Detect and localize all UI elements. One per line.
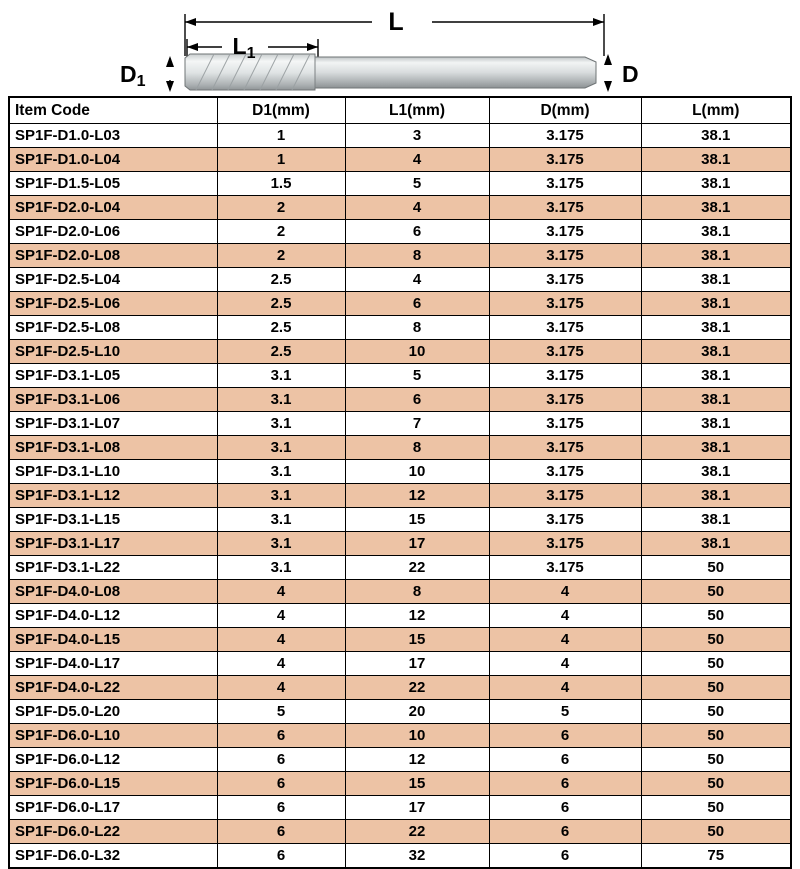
table-row [9, 292, 791, 316]
cell-value: 38.1 [641, 388, 791, 412]
tool-diagram [0, 0, 800, 96]
cell-value: 12 [345, 748, 489, 772]
table-row [9, 580, 791, 604]
cell-value: 4 [217, 604, 345, 628]
table-row [9, 796, 791, 820]
cell-value: 50 [641, 652, 791, 676]
table-row [9, 700, 791, 724]
dimension-shank-diameter [604, 54, 612, 92]
table-row [9, 388, 791, 412]
table-row [9, 196, 791, 220]
cell-value: 5 [489, 700, 641, 724]
cell-value: 17 [345, 652, 489, 676]
cell-item-code: SP1F-D3.1-L17 [9, 532, 217, 556]
cell-value: 10 [345, 460, 489, 484]
cell-item-code: SP1F-D6.0-L12 [9, 748, 217, 772]
cell-item-code: SP1F-D1.0-L03 [9, 124, 217, 148]
label-cutting-diameter: D1 [120, 61, 146, 90]
label-overall-length: L [388, 8, 404, 36]
cell-value: 38.1 [641, 316, 791, 340]
cell-value: 50 [641, 748, 791, 772]
table-row [9, 484, 791, 508]
table-row [9, 676, 791, 700]
cell-value: 6 [217, 748, 345, 772]
cell-value: 38.1 [641, 460, 791, 484]
dimension-cutting-diameter [166, 56, 174, 92]
table-row [9, 628, 791, 652]
cell-item-code: SP1F-D2.5-L04 [9, 268, 217, 292]
cell-value: 1 [217, 124, 345, 148]
table-row [9, 364, 791, 388]
table-row [9, 820, 791, 844]
cell-value: 38.1 [641, 172, 791, 196]
column-header-l: L(mm) [641, 97, 791, 124]
cell-value: 6 [345, 220, 489, 244]
column-header-d1: D1(mm) [217, 97, 345, 124]
cell-value: 50 [641, 700, 791, 724]
cell-value: 4 [217, 628, 345, 652]
cell-value: 2.5 [217, 340, 345, 364]
table-body [9, 124, 791, 869]
table-row [9, 148, 791, 172]
cell-value: 17 [345, 532, 489, 556]
cell-value: 4 [217, 580, 345, 604]
cell-value: 6 [489, 844, 641, 869]
cell-value: 38.1 [641, 508, 791, 532]
cell-item-code: SP1F-D3.1-L08 [9, 436, 217, 460]
cell-item-code: SP1F-D4.0-L17 [9, 652, 217, 676]
cell-value: 8 [345, 580, 489, 604]
cell-value: 4 [489, 676, 641, 700]
cell-item-code: SP1F-D6.0-L32 [9, 844, 217, 869]
table-row [9, 316, 791, 340]
cell-value: 6 [217, 724, 345, 748]
cell-value: 38.1 [641, 244, 791, 268]
cell-item-code: SP1F-D3.1-L22 [9, 556, 217, 580]
cell-value: 12 [345, 604, 489, 628]
cell-value: 2.5 [217, 268, 345, 292]
cell-value: 6 [345, 388, 489, 412]
column-header-item-code: Item Code [9, 97, 217, 124]
cell-item-code: SP1F-D1.5-L05 [9, 172, 217, 196]
cell-value: 22 [345, 556, 489, 580]
table-row [9, 532, 791, 556]
cell-value: 38.1 [641, 292, 791, 316]
cell-value: 32 [345, 844, 489, 869]
cell-item-code: SP1F-D4.0-L12 [9, 604, 217, 628]
cell-value: 4 [345, 268, 489, 292]
cell-value: 3.1 [217, 364, 345, 388]
cell-item-code: SP1F-D2.0-L04 [9, 196, 217, 220]
cell-item-code: SP1F-D5.0-L20 [9, 700, 217, 724]
table-header-row [9, 97, 791, 124]
cell-value: 38.1 [641, 268, 791, 292]
cell-value: 3.175 [489, 196, 641, 220]
cell-value: 8 [345, 436, 489, 460]
cell-value: 38.1 [641, 436, 791, 460]
cell-value: 3.175 [489, 532, 641, 556]
cell-value: 3.175 [489, 124, 641, 148]
cell-value: 3.1 [217, 460, 345, 484]
cell-value: 6 [345, 292, 489, 316]
cell-value: 10 [345, 340, 489, 364]
cell-value: 4 [217, 676, 345, 700]
cell-value: 3.1 [217, 532, 345, 556]
cell-value: 2.5 [217, 292, 345, 316]
cell-value: 3.175 [489, 268, 641, 292]
cell-value: 6 [489, 724, 641, 748]
cell-value: 4 [217, 652, 345, 676]
table-row [9, 460, 791, 484]
table-row [9, 244, 791, 268]
table-row [9, 124, 791, 148]
cell-value: 3.175 [489, 148, 641, 172]
specification-table-container [8, 96, 792, 869]
cell-item-code: SP1F-D2.0-L08 [9, 244, 217, 268]
column-header-l1: L1(mm) [345, 97, 489, 124]
table-row [9, 748, 791, 772]
cell-item-code: SP1F-D6.0-L17 [9, 796, 217, 820]
cell-value: 2 [217, 244, 345, 268]
cell-value: 22 [345, 676, 489, 700]
cell-value: 20 [345, 700, 489, 724]
cell-value: 3.1 [217, 556, 345, 580]
cell-item-code: SP1F-D4.0-L22 [9, 676, 217, 700]
cell-value: 4 [345, 196, 489, 220]
cell-value: 3.175 [489, 340, 641, 364]
cell-value: 3.175 [489, 244, 641, 268]
cell-value: 6 [217, 844, 345, 869]
cell-value: 50 [641, 724, 791, 748]
cell-value: 4 [345, 148, 489, 172]
cell-value: 6 [489, 820, 641, 844]
table-row [9, 724, 791, 748]
table-row [9, 268, 791, 292]
cell-value: 4 [489, 628, 641, 652]
cell-item-code: SP1F-D4.0-L15 [9, 628, 217, 652]
cell-item-code: SP1F-D6.0-L10 [9, 724, 217, 748]
cell-value: 3.1 [217, 436, 345, 460]
cell-value: 5 [345, 364, 489, 388]
cell-value: 3.175 [489, 556, 641, 580]
cell-value: 50 [641, 676, 791, 700]
label-flute-length: L1 [232, 33, 256, 62]
cell-item-code: SP1F-D6.0-L15 [9, 772, 217, 796]
cell-value: 3.175 [489, 388, 641, 412]
table-row [9, 844, 791, 869]
cell-value: 38.1 [641, 148, 791, 172]
cell-value: 3.175 [489, 460, 641, 484]
cell-value: 4 [489, 652, 641, 676]
cell-value: 15 [345, 772, 489, 796]
cell-value: 3.1 [217, 412, 345, 436]
cell-value: 17 [345, 796, 489, 820]
cell-value: 3.1 [217, 484, 345, 508]
label-shank-diameter: D [622, 61, 639, 87]
cell-value: 38.1 [641, 532, 791, 556]
column-header-d: D(mm) [489, 97, 641, 124]
cell-value: 1.5 [217, 172, 345, 196]
cell-item-code: SP1F-D1.0-L04 [9, 148, 217, 172]
cell-value: 50 [641, 820, 791, 844]
cell-item-code: SP1F-D3.1-L15 [9, 508, 217, 532]
cell-value: 4 [489, 580, 641, 604]
cell-item-code: SP1F-D3.1-L10 [9, 460, 217, 484]
cell-value: 5 [217, 700, 345, 724]
table-row [9, 604, 791, 628]
cell-value: 3.175 [489, 508, 641, 532]
cell-value: 2 [217, 220, 345, 244]
cell-value: 3.175 [489, 316, 641, 340]
cell-value: 38.1 [641, 196, 791, 220]
specification-table [8, 96, 792, 869]
cell-value: 38.1 [641, 412, 791, 436]
cell-value: 8 [345, 244, 489, 268]
cell-value: 3.175 [489, 484, 641, 508]
cell-item-code: SP1F-D3.1-L05 [9, 364, 217, 388]
cell-value: 2 [217, 196, 345, 220]
table-row [9, 220, 791, 244]
table-row [9, 172, 791, 196]
table-row [9, 508, 791, 532]
cell-value: 75 [641, 844, 791, 869]
cell-value: 3.1 [217, 388, 345, 412]
cell-value: 3.175 [489, 172, 641, 196]
cell-item-code: SP1F-D6.0-L22 [9, 820, 217, 844]
cell-value: 7 [345, 412, 489, 436]
cell-value: 50 [641, 556, 791, 580]
cell-item-code: SP1F-D2.5-L10 [9, 340, 217, 364]
table-row [9, 412, 791, 436]
cell-value: 50 [641, 796, 791, 820]
cell-value: 5 [345, 172, 489, 196]
cell-item-code: SP1F-D2.0-L06 [9, 220, 217, 244]
cell-value: 3.175 [489, 220, 641, 244]
cell-value: 1 [217, 148, 345, 172]
cell-value: 50 [641, 604, 791, 628]
cell-value: 38.1 [641, 220, 791, 244]
table-row [9, 772, 791, 796]
cell-value: 38.1 [641, 364, 791, 388]
cell-value: 2.5 [217, 316, 345, 340]
table-row [9, 436, 791, 460]
cell-value: 6 [217, 772, 345, 796]
cell-value: 50 [641, 772, 791, 796]
cell-value: 6 [217, 796, 345, 820]
cell-value: 3.175 [489, 436, 641, 460]
table-row [9, 340, 791, 364]
cell-value: 6 [489, 748, 641, 772]
cell-value: 3.175 [489, 292, 641, 316]
cell-value: 38.1 [641, 484, 791, 508]
cell-value: 15 [345, 628, 489, 652]
cell-value: 4 [489, 604, 641, 628]
cell-value: 6 [217, 820, 345, 844]
cell-value: 3 [345, 124, 489, 148]
cell-value: 3.1 [217, 508, 345, 532]
cell-item-code: SP1F-D3.1-L12 [9, 484, 217, 508]
cell-value: 3.175 [489, 364, 641, 388]
cell-value: 50 [641, 580, 791, 604]
cell-value: 10 [345, 724, 489, 748]
cell-value: 38.1 [641, 124, 791, 148]
cell-value: 38.1 [641, 340, 791, 364]
cell-item-code: SP1F-D4.0-L08 [9, 580, 217, 604]
cell-value: 6 [489, 772, 641, 796]
cell-value: 12 [345, 484, 489, 508]
cell-value: 6 [489, 796, 641, 820]
cell-value: 22 [345, 820, 489, 844]
cell-item-code: SP1F-D3.1-L06 [9, 388, 217, 412]
cell-value: 8 [345, 316, 489, 340]
cell-value: 15 [345, 508, 489, 532]
table-row [9, 556, 791, 580]
shank-section [315, 57, 596, 88]
cell-item-code: SP1F-D2.5-L06 [9, 292, 217, 316]
table-row [9, 652, 791, 676]
cell-item-code: SP1F-D2.5-L08 [9, 316, 217, 340]
cell-value: 50 [641, 628, 791, 652]
cell-item-code: SP1F-D3.1-L07 [9, 412, 217, 436]
cell-value: 3.175 [489, 412, 641, 436]
